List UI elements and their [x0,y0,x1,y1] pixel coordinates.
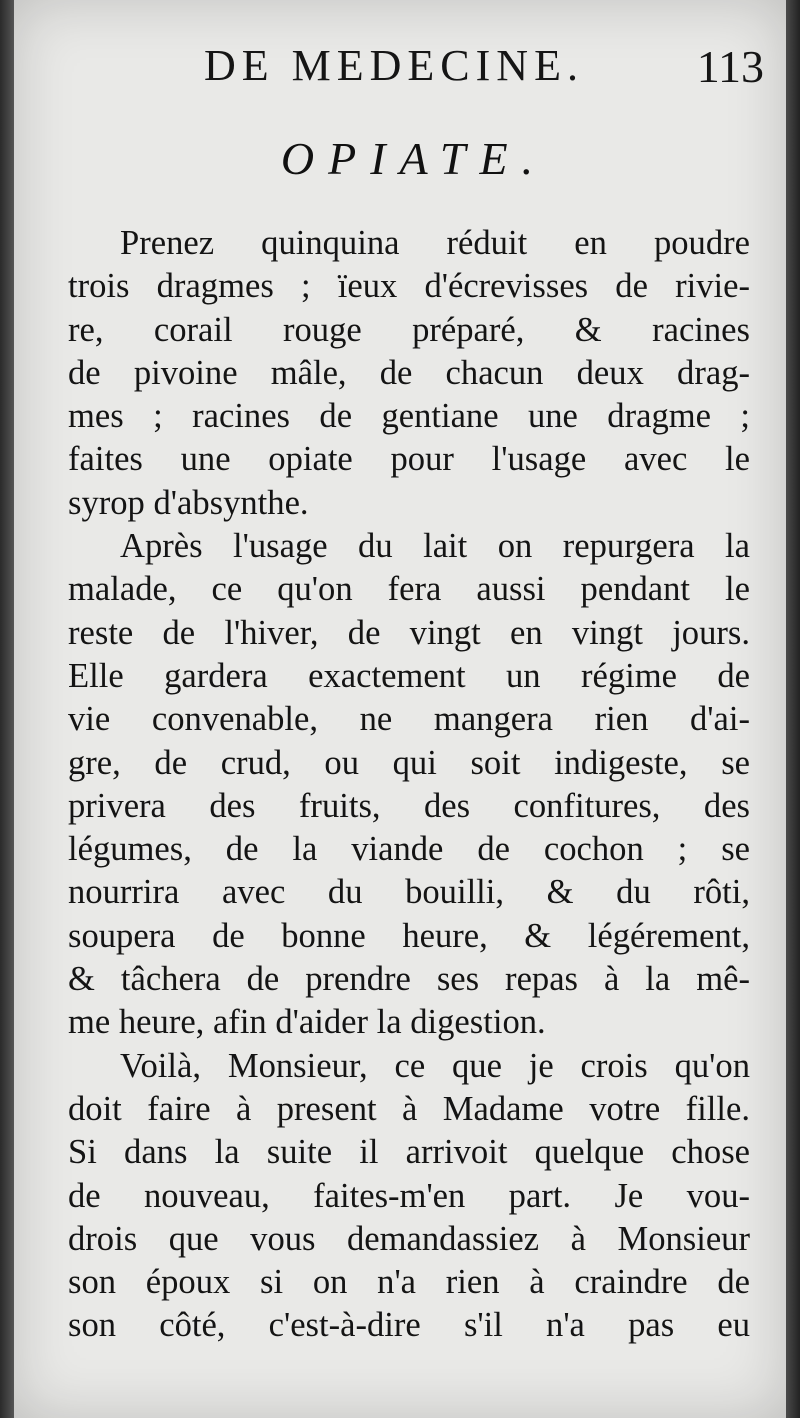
text-line: syrop d'absynthe. [68,483,309,522]
text-line: Elle gardera exactement un régime de [68,656,750,695]
page-number: 113 [696,41,764,92]
text-line: re, corail rouge préparé, & racines [68,310,750,349]
text-line: légumes, de la viande de cochon ; se [68,830,750,869]
book-edge-left [0,0,14,1418]
body-text [68,222,750,1348]
book-edge-right [786,0,800,1418]
text-line: Si dans la suite il arrivoit quelque chose [68,1133,750,1172]
running-head: DE MEDECINE. [204,41,584,90]
text-line: privera des fruits, des confitures, des [68,786,750,825]
text-line: drois que vous demandassiez à Monsieur [68,1219,750,1258]
text-line: malade, ce qu'on fera aussi pendant le [68,570,750,609]
text-line: de nouveau, faites-m'en part. Je vou- [68,1176,750,1215]
text-line: & tâchera de prendre ses repas à la mê- [68,960,750,999]
text-line: Voilà, Monsieur, ce que je crois qu'on [120,1046,750,1085]
section-title: OPIATE. [280,133,548,184]
text-line: reste de l'hiver, de vingt en vingt jours. [68,613,750,652]
text-line: faites une opiate pour l'usage avec le [68,440,750,479]
text-line: trois dragmes ; ïeux d'écrevisses de rivie- [68,267,750,306]
text-line: de pivoine mâle, de chacun deux drag- [68,353,750,392]
text-line: doit faire à present à Madame votre fille. [68,1089,750,1128]
text-line: gre, de crud, ou qui soit indigeste, se [68,743,750,782]
text-line: Prenez quinquina réduit en poudre [120,224,750,262]
text-line: vie convenable, ne mangera rien d'ai- [68,700,750,739]
book-page [14,0,786,1418]
text-line: soupera de bonne heure, & légérement, [68,916,750,955]
text-line: nourrira avec du bouilli, & du rôti, [68,873,750,912]
text-line: son côté, c'est-à-dire s'il n'a pas eu [68,1306,750,1345]
text-line: me heure, afin d'aider la digestion. [68,1003,546,1042]
page-header [204,40,764,110]
text-line: Après l'usage du lait on repurgera la [120,527,750,566]
text-line: mes ; racines de gentiane une dragme ; [68,397,750,436]
text-line: son époux si on n'a rien à craindre de [68,1263,750,1302]
